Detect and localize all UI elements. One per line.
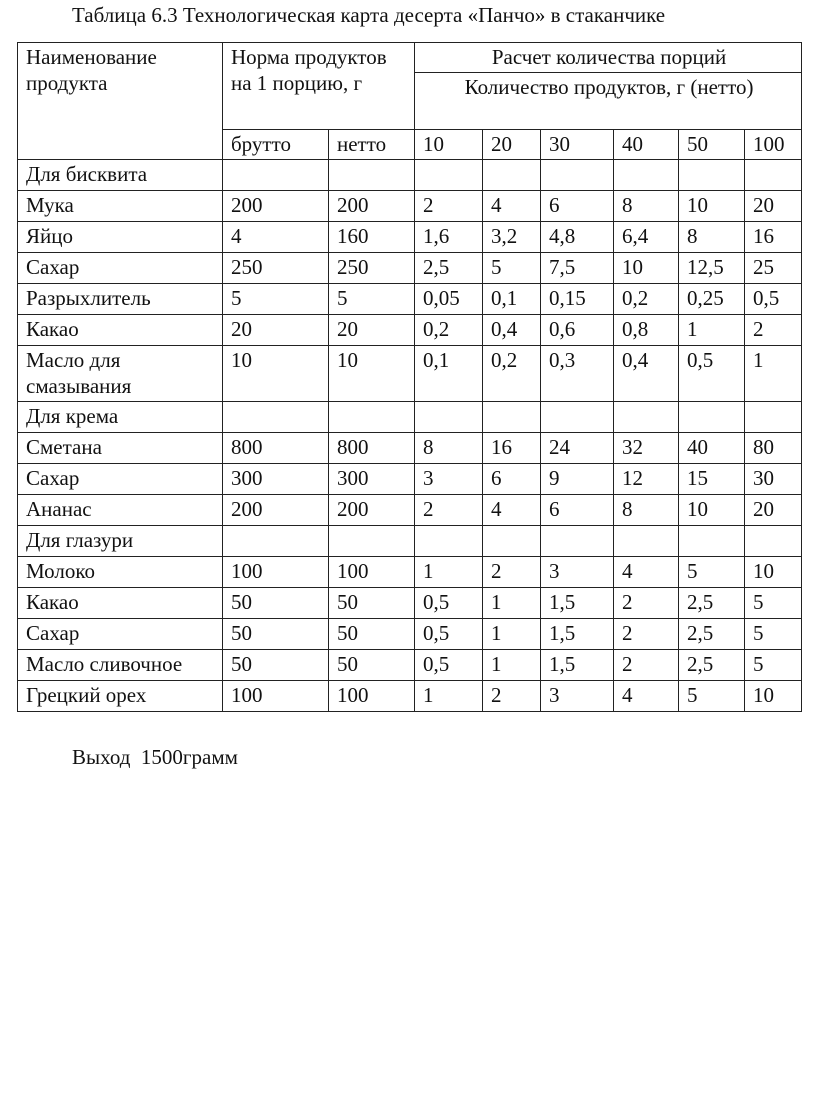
portion-quantity: 1,5 (541, 650, 614, 681)
portion-quantity: 0,15 (541, 284, 614, 315)
portion-quantity: 4 (483, 495, 541, 526)
header-portion-10: 10 (415, 130, 483, 160)
portion-quantity: 6 (541, 191, 614, 222)
header-portion-100: 100 (745, 130, 802, 160)
table-caption: Таблица 6.3 Технологическая карта десерта «Панчо» в стаканчике (72, 3, 666, 27)
portion-quantity: 2 (614, 588, 679, 619)
table-row (18, 464, 802, 495)
product-name: Сахар (18, 619, 223, 650)
portion-quantity: 4,8 (541, 222, 614, 253)
header-product-name: Наименование продукта (18, 43, 223, 160)
brutto-value: 4 (223, 222, 329, 253)
section-title: Для глазури (18, 526, 223, 557)
empty-cell (745, 160, 802, 191)
portion-quantity: 0,5 (745, 284, 802, 315)
empty-cell (541, 160, 614, 191)
table-row (18, 650, 802, 681)
brutto-value: 50 (223, 588, 329, 619)
portion-quantity: 40 (679, 433, 745, 464)
portion-quantity: 12,5 (679, 253, 745, 284)
product-name: Сахар (18, 464, 223, 495)
portion-quantity: 5 (679, 681, 745, 712)
portion-quantity: 1 (415, 557, 483, 588)
portion-quantity: 6,4 (614, 222, 679, 253)
portion-quantity: 2,5 (679, 650, 745, 681)
portion-quantity: 0,6 (541, 315, 614, 346)
product-name: Какао (18, 588, 223, 619)
portion-quantity: 10 (679, 495, 745, 526)
netto-value: 200 (329, 495, 415, 526)
empty-cell (329, 160, 415, 191)
netto-value: 10 (329, 346, 415, 402)
table-row (18, 681, 802, 712)
section-title: Для крема (18, 402, 223, 433)
portion-quantity: 3 (541, 557, 614, 588)
product-name: Грецкий орех (18, 681, 223, 712)
brutto-value: 100 (223, 557, 329, 588)
empty-cell (223, 526, 329, 557)
netto-value: 100 (329, 681, 415, 712)
product-name: Какао (18, 315, 223, 346)
netto-value: 50 (329, 650, 415, 681)
netto-value: 50 (329, 588, 415, 619)
netto-value: 100 (329, 557, 415, 588)
netto-value: 5 (329, 284, 415, 315)
netto-value: 250 (329, 253, 415, 284)
brutto-value: 200 (223, 191, 329, 222)
table-row (18, 315, 802, 346)
brutto-value: 50 (223, 650, 329, 681)
netto-value: 50 (329, 619, 415, 650)
portion-quantity: 1 (483, 619, 541, 650)
netto-value: 20 (329, 315, 415, 346)
portion-quantity: 25 (745, 253, 802, 284)
section-title: Для бисквита (18, 160, 223, 191)
portion-quantity: 7,5 (541, 253, 614, 284)
header-portion-40: 40 (614, 130, 679, 160)
portion-quantity: 2,5 (679, 588, 745, 619)
portion-quantity: 15 (679, 464, 745, 495)
empty-cell (614, 526, 679, 557)
brutto-value: 5 (223, 284, 329, 315)
portion-quantity: 2 (415, 495, 483, 526)
product-name: Разрыхлитель (18, 284, 223, 315)
portion-quantity: 4 (483, 191, 541, 222)
portion-quantity: 0,05 (415, 284, 483, 315)
empty-cell (614, 402, 679, 433)
header-portion-20: 20 (483, 130, 541, 160)
empty-cell (541, 402, 614, 433)
header-row (18, 43, 802, 73)
empty-cell (679, 160, 745, 191)
portion-quantity: 0,25 (679, 284, 745, 315)
empty-cell (223, 160, 329, 191)
section-row (18, 402, 802, 433)
empty-cell (483, 402, 541, 433)
portion-quantity: 0,3 (541, 346, 614, 402)
netto-value: 800 (329, 433, 415, 464)
portion-quantity: 0,5 (679, 346, 745, 402)
empty-cell (483, 160, 541, 191)
product-name: Масло сливочное (18, 650, 223, 681)
empty-cell (745, 402, 802, 433)
portion-quantity: 0,1 (415, 346, 483, 402)
portion-quantity: 12 (614, 464, 679, 495)
portion-quantity: 1,5 (541, 619, 614, 650)
table-row (18, 495, 802, 526)
table-body (18, 43, 802, 712)
table-row (18, 191, 802, 222)
product-name: Сметана (18, 433, 223, 464)
header-portion-30: 30 (541, 130, 614, 160)
portion-quantity: 1 (679, 315, 745, 346)
portion-quantity: 3,2 (483, 222, 541, 253)
portion-quantity: 2 (614, 650, 679, 681)
brutto-value: 300 (223, 464, 329, 495)
portion-quantity: 4 (614, 681, 679, 712)
portion-quantity: 24 (541, 433, 614, 464)
portion-quantity: 3 (415, 464, 483, 495)
portion-quantity: 1,5 (541, 588, 614, 619)
portion-quantity: 1 (415, 681, 483, 712)
portion-quantity: 0,5 (415, 588, 483, 619)
empty-cell (745, 526, 802, 557)
empty-cell (679, 402, 745, 433)
portion-quantity: 3 (541, 681, 614, 712)
empty-cell (415, 526, 483, 557)
portion-quantity: 5 (745, 650, 802, 681)
empty-cell (679, 526, 745, 557)
empty-cell (329, 526, 415, 557)
product-name: Масло для смазывания (18, 346, 223, 402)
header-netto: нетто (329, 130, 415, 160)
netto-value: 160 (329, 222, 415, 253)
empty-cell (541, 526, 614, 557)
portion-quantity: 5 (745, 619, 802, 650)
portion-quantity: 8 (679, 222, 745, 253)
portion-quantity: 2 (745, 315, 802, 346)
brutto-value: 800 (223, 433, 329, 464)
portion-quantity: 2 (483, 681, 541, 712)
portion-quantity: 1 (483, 588, 541, 619)
table-row (18, 222, 802, 253)
portion-quantity: 30 (745, 464, 802, 495)
portion-quantity: 1 (745, 346, 802, 402)
portion-quantity: 10 (745, 557, 802, 588)
portion-quantity: 0,4 (483, 315, 541, 346)
table-row (18, 346, 802, 402)
portion-quantity: 1,6 (415, 222, 483, 253)
portion-quantity: 9 (541, 464, 614, 495)
portion-quantity: 0,2 (415, 315, 483, 346)
portion-quantity: 16 (745, 222, 802, 253)
product-name: Молоко (18, 557, 223, 588)
portion-quantity: 6 (541, 495, 614, 526)
table-row (18, 557, 802, 588)
empty-cell (415, 402, 483, 433)
portion-quantity: 2 (415, 191, 483, 222)
portion-quantity: 2,5 (679, 619, 745, 650)
header-portion-50: 50 (679, 130, 745, 160)
brutto-value: 10 (223, 346, 329, 402)
netto-value: 300 (329, 464, 415, 495)
empty-cell (415, 160, 483, 191)
brutto-value: 100 (223, 681, 329, 712)
header-quantity-netto: Количество продуктов, г (нетто) (415, 73, 802, 130)
product-name: Ананас (18, 495, 223, 526)
table-row (18, 433, 802, 464)
portion-quantity: 80 (745, 433, 802, 464)
brutto-value: 200 (223, 495, 329, 526)
portion-quantity: 0,2 (614, 284, 679, 315)
header-norm-per-portion: Норма продуктов на 1 порцию, г (223, 43, 415, 130)
portion-quantity: 0,5 (415, 650, 483, 681)
tech-card-table (17, 42, 802, 712)
empty-cell (329, 402, 415, 433)
portion-quantity: 2,5 (415, 253, 483, 284)
portion-quantity: 20 (745, 191, 802, 222)
portion-quantity: 8 (415, 433, 483, 464)
empty-cell (483, 526, 541, 557)
portion-quantity: 1 (483, 650, 541, 681)
portion-quantity: 8 (614, 495, 679, 526)
header-brutto: брутто (223, 130, 329, 160)
brutto-value: 20 (223, 315, 329, 346)
portion-quantity: 0,1 (483, 284, 541, 315)
table-row (18, 253, 802, 284)
brutto-value: 250 (223, 253, 329, 284)
portion-quantity: 10 (614, 253, 679, 284)
portion-quantity: 5 (745, 588, 802, 619)
portion-quantity: 5 (679, 557, 745, 588)
output-yield: Выход 1500грамм (72, 745, 238, 769)
portion-quantity: 2 (483, 557, 541, 588)
portion-quantity: 0,8 (614, 315, 679, 346)
portion-quantity: 4 (614, 557, 679, 588)
portion-quantity: 0,5 (415, 619, 483, 650)
portion-quantity: 20 (745, 495, 802, 526)
portion-quantity: 10 (679, 191, 745, 222)
table-row (18, 619, 802, 650)
product-name: Яйцо (18, 222, 223, 253)
product-name: Мука (18, 191, 223, 222)
portion-quantity: 10 (745, 681, 802, 712)
table-row (18, 588, 802, 619)
product-name: Сахар (18, 253, 223, 284)
portion-quantity: 5 (483, 253, 541, 284)
portion-quantity: 2 (614, 619, 679, 650)
portion-quantity: 0,4 (614, 346, 679, 402)
portion-quantity: 16 (483, 433, 541, 464)
section-row (18, 160, 802, 191)
empty-cell (614, 160, 679, 191)
table-row (18, 284, 802, 315)
portion-quantity: 8 (614, 191, 679, 222)
brutto-value: 50 (223, 619, 329, 650)
portion-quantity: 6 (483, 464, 541, 495)
section-row (18, 526, 802, 557)
netto-value: 200 (329, 191, 415, 222)
portion-quantity: 0,2 (483, 346, 541, 402)
empty-cell (223, 402, 329, 433)
portion-quantity: 32 (614, 433, 679, 464)
header-portions-calc: Расчет количества порций (415, 43, 802, 73)
